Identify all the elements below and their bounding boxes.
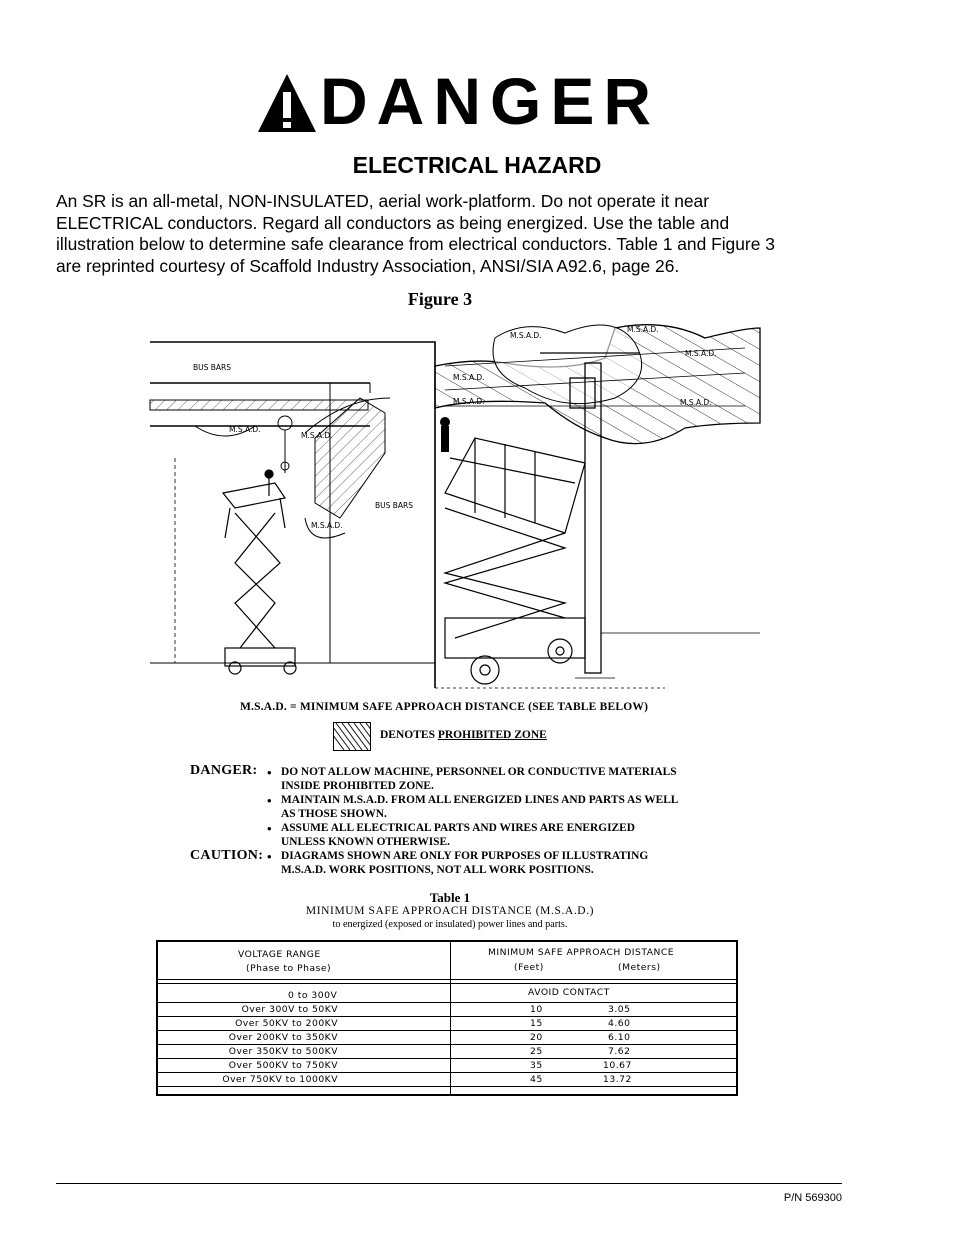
prohibited-zone-legend — [380, 729, 547, 741]
legend-zone-label: PROHIBITED ZONE — [437, 729, 547, 741]
table-cell-avoid-contact: AVOID CONTACT — [528, 987, 610, 998]
legend-prefix: DENOTES — [380, 729, 438, 741]
note-line: MAINTAIN M.S.A.D. FROM ALL ENERGIZED LINES AND PARTS AS WELL — [281, 794, 679, 806]
table-cell-range: Over 300V to 50KV — [241, 1004, 338, 1015]
prohibited-zone-swatch — [333, 722, 371, 751]
table-cell-range: Over 50KV to 200KV — [235, 1018, 338, 1029]
label-msad: M.S.A.D. — [229, 425, 261, 434]
table-row-divider — [158, 1002, 736, 1003]
label-msad: M.S.A.D. — [627, 325, 659, 334]
label-bus-bars: BUS BARS — [375, 501, 414, 510]
table-subtitle: MINIMUM SAFE APPROACH DISTANCE (M.S.A.D.) — [305, 905, 595, 917]
label-bus-bars: BUS BARS — [193, 363, 232, 372]
footer-rule — [56, 1183, 842, 1184]
msad-definition: M.S.A.D. = MINIMUM SAFE APPROACH DISTANCE (SEE TABLE BELOW) — [240, 701, 649, 713]
table-row-divider — [158, 1030, 736, 1031]
table-cell-meters: 7.62 — [608, 1046, 631, 1057]
col-meters-subheader: (Meters) — [618, 962, 661, 973]
warning-triangle-icon — [256, 72, 318, 134]
note-line: M.S.A.D. WORK POSITIONS, NOT ALL WORK POSITIONS. — [281, 864, 594, 877]
bus-bars-diagonal — [305, 398, 390, 538]
table-cell-feet: 25 — [530, 1046, 543, 1057]
bullet-icon: • — [267, 821, 272, 836]
ground — [435, 633, 760, 688]
caution-notes-label: CAUTION: — [190, 848, 264, 863]
clearance-illustration — [145, 318, 765, 698]
msad-table — [156, 940, 738, 1096]
note-line: DIAGRAMS SHOWN ARE ONLY FOR PURPOSES OF ILLUSTRATING — [281, 850, 649, 862]
table-cell-meters: 3.05 — [608, 1004, 631, 1015]
intro-paragraph — [56, 191, 856, 277]
danger-header — [256, 64, 696, 138]
table-row-divider — [158, 1086, 736, 1087]
table-header-divider — [158, 983, 736, 984]
label-msad: M.S.A.D. — [453, 397, 485, 406]
hatch-icon — [334, 723, 370, 750]
hazard-title: ELECTRICAL HAZARD — [352, 152, 602, 178]
table-cell-feet: 45 — [530, 1074, 543, 1085]
table-cell-meters: 10.67 — [603, 1060, 632, 1071]
table-cell-feet: 10 — [530, 1004, 543, 1015]
table-header-divider — [158, 979, 736, 980]
bullet-icon: • — [267, 793, 272, 808]
danger-notes-label: DANGER: — [190, 763, 258, 778]
danger-note-item — [281, 793, 678, 821]
intro-line: are reprinted courtesy of Scaffold Industry Association, ANSI/SIA A92.6, page 26. — [56, 255, 680, 276]
danger-note-item — [281, 821, 635, 849]
label-msad: M.S.A.D. — [680, 398, 712, 407]
bullet-icon: • — [267, 765, 272, 780]
figure-title: Figure 3 — [407, 289, 473, 309]
label-msad: M.S.A.D. — [510, 331, 542, 340]
col-voltage-subheader: (Phase to Phase) — [246, 963, 332, 974]
note-line: INSIDE PROHIBITED ZONE. — [281, 780, 434, 793]
col-distance-header: MINIMUM SAFE APPROACH DISTANCE — [488, 947, 675, 958]
label-msad: M.S.A.D. — [685, 349, 717, 358]
caution-note-item — [281, 849, 648, 877]
table-subtitle-2: to energized (exposed or insulated) power lines and parts. — [332, 919, 568, 930]
label-msad: M.S.A.D. — [453, 373, 485, 382]
table-cell-range: Over 200KV to 350KV — [228, 1032, 338, 1043]
scissor-lift-left — [223, 470, 296, 674]
intro-line: illustration below to determine safe clearance from electrical conductors. Table 1 and Figure 3 — [56, 234, 775, 254]
table-cell-range: Over 500KV to 750KV — [228, 1060, 338, 1071]
worker-figure — [440, 417, 450, 452]
indoor-room — [150, 342, 435, 688]
outdoor-prohibited-zone — [435, 325, 760, 444]
note-line: AS THOSE SHOWN. — [281, 808, 387, 821]
table-cell-feet: 35 — [530, 1060, 543, 1071]
danger-note-item — [281, 765, 677, 793]
note-line: DO NOT ALLOW MACHINE, PERSONNEL OR CONDUCTIVE MATERIALS — [281, 766, 677, 778]
note-line: ASSUME ALL ELECTRICAL PARTS AND WIRES ARE ENERGIZED — [281, 822, 635, 834]
col-feet-subheader: (Feet) — [514, 962, 544, 973]
table-row-divider — [158, 1072, 736, 1073]
table-cell-range: 0 to 300V — [288, 990, 338, 1001]
table-cell-feet: 20 — [530, 1032, 543, 1043]
table-cell-range: Over 350KV to 500KV — [228, 1046, 338, 1057]
table-cell-range: Over 750KV to 1000KV — [222, 1074, 338, 1085]
table-row-divider — [158, 1058, 736, 1059]
intro-line: ELECTRICAL conductors. Regard all conductors as being energized. Use the table and — [56, 212, 730, 233]
bullet-icon: • — [267, 849, 272, 864]
table-row-divider — [158, 1016, 736, 1017]
label-msad: M.S.A.D. — [311, 521, 343, 530]
table-cell-meters: 6.10 — [608, 1032, 631, 1043]
table-cell-meters: 13.72 — [603, 1074, 632, 1085]
table-row-divider — [158, 1044, 736, 1045]
part-number: P/N 569300 — [783, 1192, 842, 1204]
note-line: UNLESS KNOWN OTHERWISE. — [281, 836, 450, 849]
table-title: Table 1 — [429, 890, 471, 905]
signal-word: DANGER — [320, 64, 661, 138]
col-voltage-header: VOLTAGE RANGE — [238, 949, 321, 960]
scissor-lift-right — [445, 438, 585, 684]
table-cell-feet: 15 — [530, 1018, 543, 1029]
label-msad: M.S.A.D. — [301, 431, 333, 440]
intro-line: An SR is an all-metal, NON-INSULATED, aerial work-platform. Do not operate it near — [56, 191, 710, 211]
table-cell-meters: 4.60 — [608, 1018, 631, 1029]
